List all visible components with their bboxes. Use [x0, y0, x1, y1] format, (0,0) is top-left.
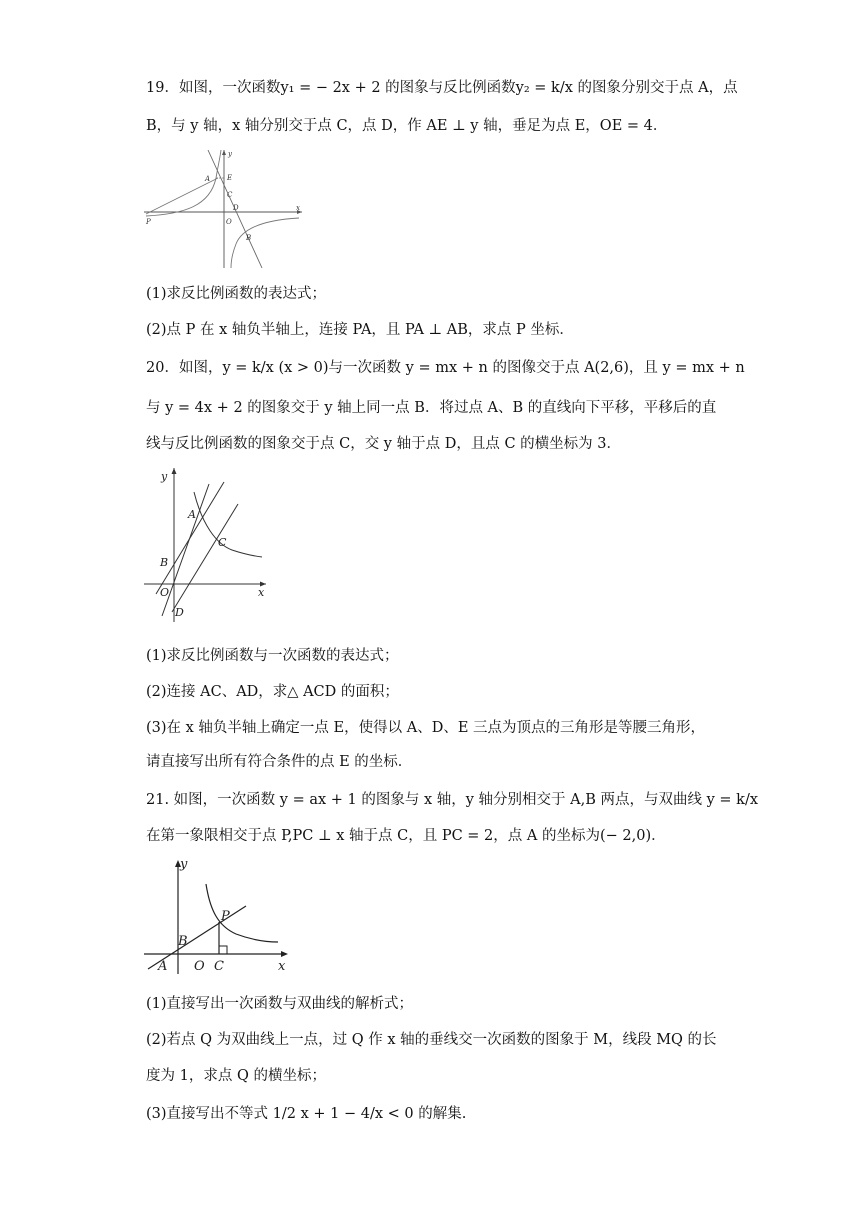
q19-label-B: B	[246, 234, 252, 242]
q20-label-O: O	[160, 586, 170, 599]
q19-label-x: x	[296, 204, 300, 212]
q20-label-B: B	[160, 556, 169, 569]
q20-label-y: y	[161, 470, 168, 483]
q19-label-E: E	[227, 174, 233, 182]
q19-line-1: 19．如图，一次函数y₁ = − 2x + 2 的图象与反比例函数y₂ = k/x 的图象分别交于点 A，点	[146, 80, 738, 96]
q21-sub-2: (2)若点 Q 为双曲线上一点，过 Q 作 x 轴的垂线交一次函数的图象于 M，线段 MQ 的长	[146, 1032, 717, 1048]
q21-label-P: P	[221, 909, 230, 924]
q21-label-B: B	[178, 934, 188, 949]
q21-label-y: y	[180, 857, 188, 872]
q21-label-A: A	[158, 959, 168, 974]
q20-label-D: D	[175, 606, 184, 619]
q20-label-x: x	[258, 586, 265, 599]
q19-sub-2: (2)点 P 在 x 轴负半轴上，连接 PA，且 PA ⊥ AB，求点 P 坐标．	[146, 322, 574, 338]
q21-line-1: 21. 如图，一次函数 y = ax + 1 的图象与 x 轴，y 轴分别相交于 A,B 两点，与双曲线 y = k/x	[146, 792, 759, 808]
q20-sub-3b: 请直接写出所有符合条件的点 E 的坐标．	[146, 754, 413, 770]
q21-line-2: 在第一象限相交于点 P,PC ⊥ x 轴于点 C，且 PC = 2，点 A 的坐标为(− 2,0)．	[146, 828, 666, 844]
q19-sub-1: (1)求反比例函数的表达式；	[146, 286, 327, 302]
q21-sub-2b: 度为 1，求点 Q 的横坐标；	[146, 1068, 326, 1084]
q19-label-A: A	[205, 175, 211, 183]
q19-label-D: D	[233, 204, 239, 212]
q20-sub-3: (3)在 x 轴负半轴上确定一点 E，使得以 A、D、E 三点为顶点的三角形是等腰三角形，	[146, 720, 706, 736]
q19-figure	[144, 148, 306, 270]
q21-label-C: C	[214, 959, 224, 974]
q20-line-3: 线与反比例函数的图象交于点 C，交 y 轴于点 D，且点 C 的横坐标为 3．	[146, 436, 621, 452]
q20-line-2: 与 y = 4x + 2 的图象交于 y 轴上同一点 B．将过点 A、B 的直线向下平移，平移后的直	[146, 400, 717, 416]
q20-sub-2: (2)连接 AC、AD，求△ ACD 的面积；	[146, 684, 399, 700]
q20-sub-1: (1)求反比例函数与一次函数的表达式；	[146, 648, 399, 664]
q21-label-x: x	[278, 959, 286, 974]
q20-label-A: A	[188, 508, 196, 521]
q20-label-C: C	[218, 536, 227, 549]
q21-sub-1: (1)直接写出一次函数与双曲线的解析式；	[146, 996, 414, 1012]
q21-label-O: O	[194, 959, 205, 974]
q19-line-2: B，与 y 轴，x 轴分别交于点 C，点 D，作 AE ⊥ y 轴，垂足为点 E，OE = 4．	[146, 118, 668, 134]
q19-label-O: O	[226, 218, 232, 226]
q19-label-C: C	[227, 191, 233, 199]
q19-label-y: y	[228, 150, 232, 158]
q20-figure	[144, 464, 270, 624]
q21-figure	[144, 854, 294, 976]
q21-sub-3: (3)直接写出不等式 1/2 x + 1 − 4/x < 0 的解集.	[146, 1106, 467, 1122]
q20-line-1: 20．如图，y = k/x (x > 0)与一次函数 y = mx + n 的图像交于点 A(2,6)，且 y = mx + n	[146, 360, 745, 376]
q19-label-P: P	[146, 218, 151, 226]
